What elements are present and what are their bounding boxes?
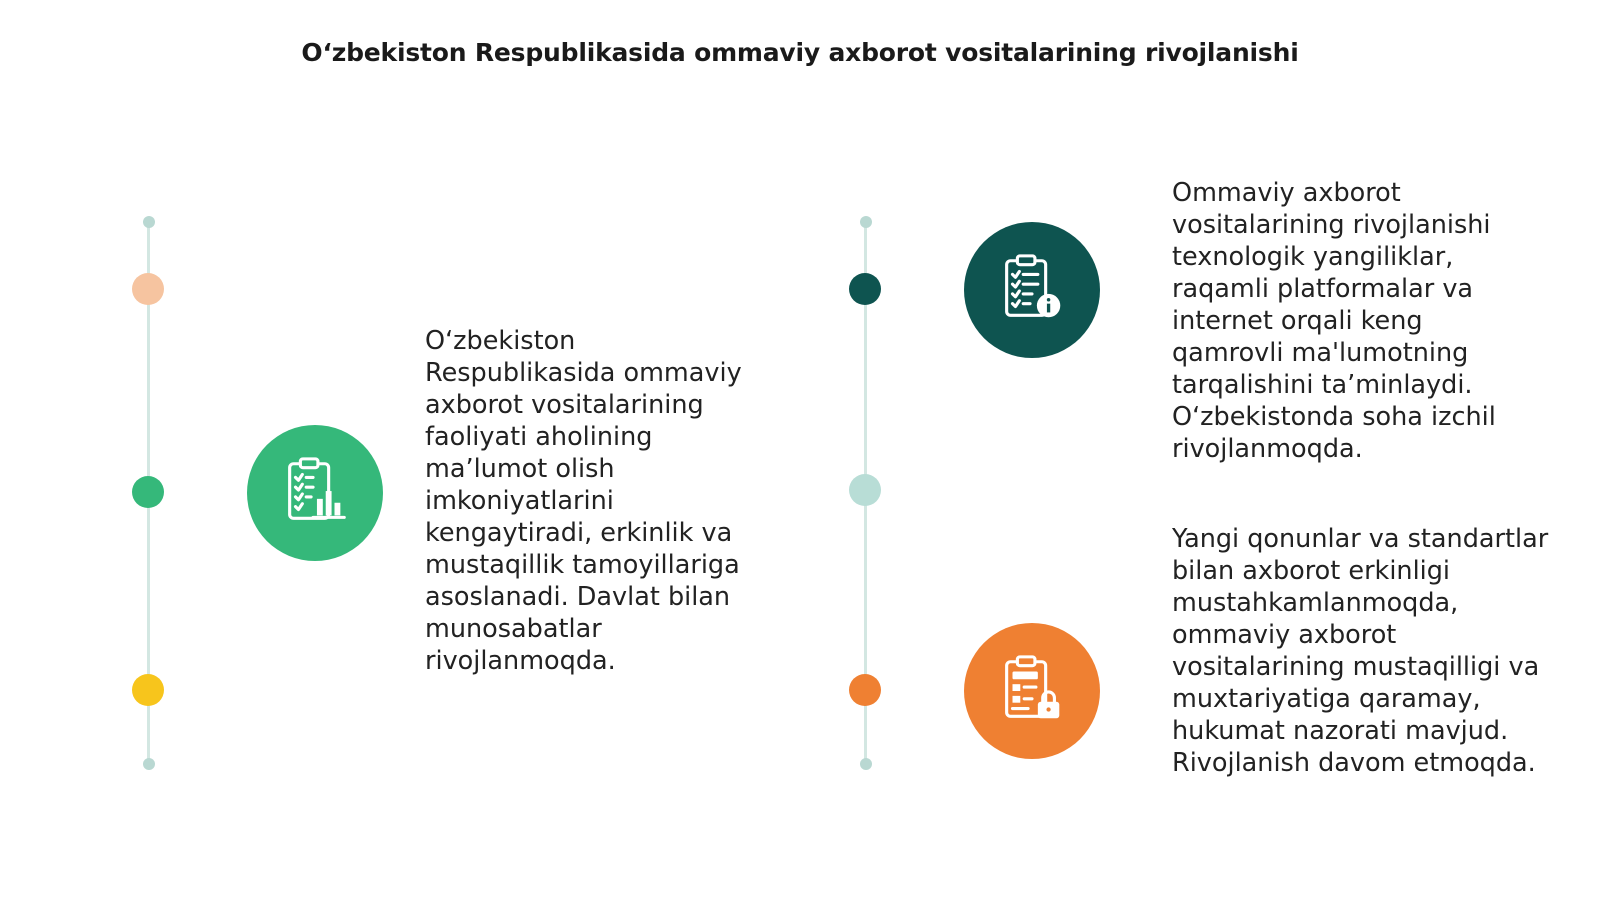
timeline-left-start-dot [143, 216, 155, 228]
timeline-left-dot-green [132, 476, 164, 508]
timeline-left-end-dot [143, 758, 155, 770]
timeline-right-dot-orange [849, 674, 881, 706]
timeline-right-start-dot [860, 216, 872, 228]
clipboard-info-icon [964, 222, 1100, 358]
timeline-left-dot-yellow [132, 674, 164, 706]
clipboard-lock-icon [964, 623, 1100, 759]
page-title: O‘zbekiston Respublikasida ommaviy axborot vositalarining rivojlanishi [301, 38, 1299, 67]
timeline-right-dot-dark-teal [849, 273, 881, 305]
timeline-left-dot-peach [132, 273, 164, 305]
clipboard-chart-icon [247, 425, 383, 561]
item-1-text: O‘zbekiston Respublikasida ommaviy axborot vositalarining faoliyati aholining ma’lumot olish imkoniyatlarini kengaytiradi, erkinlik va mustaqillik tamoyillariga asoslanadi. Davlat bilan munosabatlar rivojlanmoqda. [425, 326, 742, 676]
timeline-right-dot-light-teal [849, 474, 881, 506]
item-2-text: Ommaviy axborot vositalarining rivojlanishi texnologik yangiliklar, raqamli platformalar va internet orqali keng qamrovli ma'lumotning tarqalishini ta’minlaydi. O‘zbekistonda soha izchil rivojlanmoqda. [1172, 178, 1496, 464]
timeline-right-end-dot [860, 758, 872, 770]
item-3-text: Yangi qonunlar va standartlar bilan axborot erkinligi mustahkamlanmoqda, ommaviy axborot vositalarining mustaqilligi va muxtariyatiga qaramay, hukumat nazorati mavjud. Rivojlanish davom etmoqda. [1172, 524, 1549, 778]
